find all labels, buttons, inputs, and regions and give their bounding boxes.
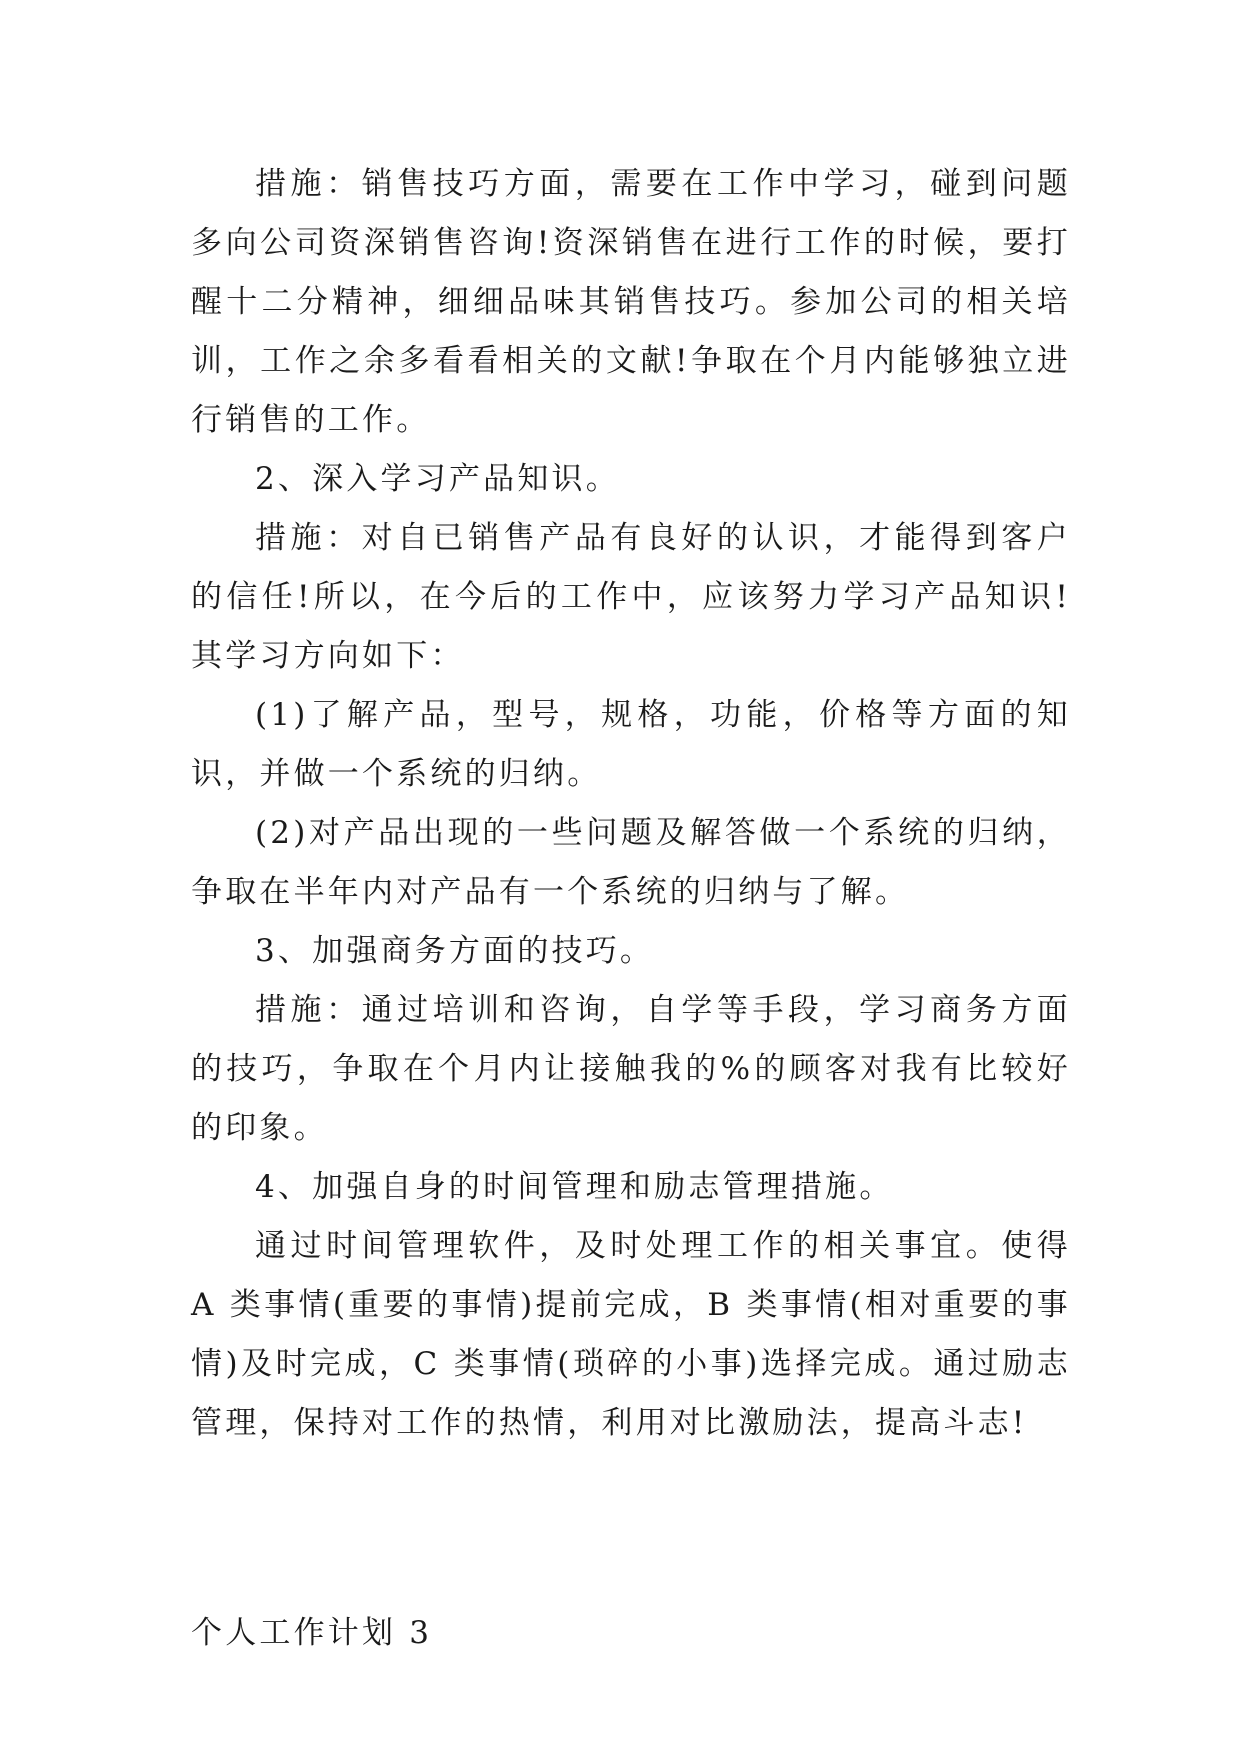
paragraph-sales-skills-measures: 措施：销售技巧方面，需要在工作中学习，碰到问题多向公司资深销售咨询!资深销售在进行工作的时候，要打醒十二分精神，细细品味其销售技巧。参加公司的相关培训，工作之余多看看相关的文献!争取在个月内能够独立进行销售的工作。: [191, 166, 1071, 438]
paragraph-time-management-measures: 通过时间管理软件，及时处理工作的相关事宜。使得 A 类事情(重要的事情)提前完成，B 类事情(相对重要的事情)及时完成，C 类事情(琐碎的小事)选择完成。通过励志管理，保持对工作的热情，利用对比激励法，提高斗志!: [191, 1228, 1071, 1441]
item-2-product-knowledge: 2、深入学习产品知识。: [255, 461, 620, 497]
section-heading: 个人工作计划 3: [191, 1615, 433, 1651]
subitem-2-product-issues: (2)对产品出现的一些问题及解答做一个系统的归纳，争取在半年内对产品有一个系统的归纳与了解。: [191, 815, 1071, 910]
item-4-time-management: 4、加强自身的时间管理和励志管理措施。: [255, 1169, 894, 1205]
paragraph-product-knowledge-measures: 措施：对自已销售产品有良好的认识，才能得到客户的信任!所以，在今后的工作中，应该努力学习产品知识!其学习方向如下：: [191, 520, 1071, 674]
subitem-1-understand-products: (1)了解产品，型号，规格，功能，价格等方面的知识，并做一个系统的归纳。: [191, 697, 1071, 792]
document-body: [191, 155, 1071, 1453]
paragraph-business-skills-measures: 措施：通过培训和咨询，自学等手段，学习商务方面的技巧，争取在个月内让接触我的%的顾客对我有比较好的印象。: [191, 992, 1071, 1146]
item-3-business-skills: 3、加强商务方面的技巧。: [255, 933, 655, 969]
